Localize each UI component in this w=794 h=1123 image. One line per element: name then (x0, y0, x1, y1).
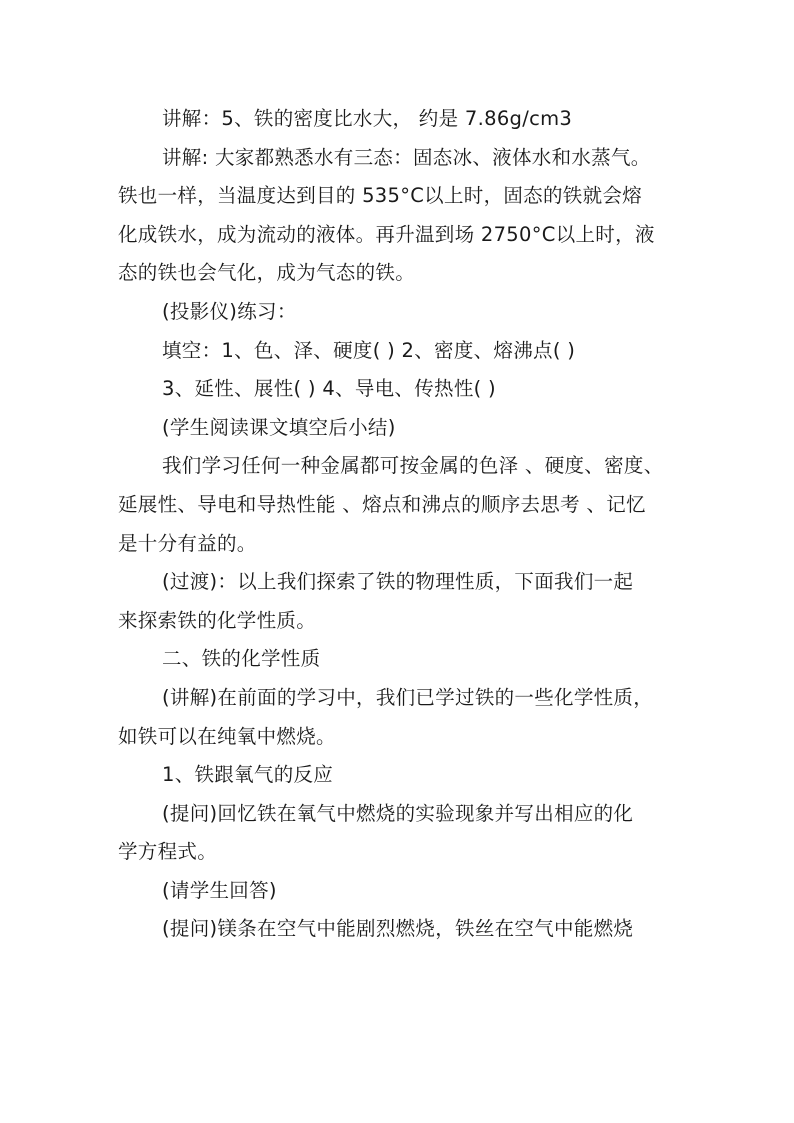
section-heading: 二、铁的化学性质 (162, 647, 321, 671)
text-line: (投影仪)练习： (162, 299, 297, 323)
text-line: 延展性、导电和导热性能 、熔点和沸点的顺序去思考 、记忆 (118, 492, 646, 516)
text-line: 学方程式。 (118, 840, 218, 864)
text-line: 讲解：5、铁的密度比水大， 约是 7.86g/cm3 (162, 107, 573, 130)
text-line: (学生阅读课文填空后小结) (162, 415, 396, 439)
text-line: 态的铁也会气化，成为气态的铁。 (118, 261, 416, 285)
text-line: (请学生回答) (162, 878, 277, 902)
text-line: 来探索铁的化学性质。 (118, 608, 317, 632)
text-line: (提问)镁条在空气中能剧烈燃烧，铁丝在空气中能燃烧 (162, 917, 634, 941)
text-line: 是十分有益的。 (118, 531, 257, 555)
text-line: (讲解)在前面的学习中，我们已学过铁的一些化学性质， (162, 685, 654, 709)
text-line: 我们学习任何一种金属都可按金属的色泽 、硬度、密度、 (162, 454, 664, 478)
document-page (118, 100, 678, 949)
text-line: (提问)回忆铁在氧气中燃烧的实验现象并写出相应的化 (162, 801, 634, 825)
subsection-heading: 1、铁跟氧气的反应 (162, 763, 334, 787)
text-line: 如铁可以在纯氧中燃烧。 (118, 724, 336, 748)
text-line: 3、延性、展性( ) 4、导电、传热性( ) (162, 377, 496, 401)
text-line: 讲解: 大家都熟悉水有三态：固态冰、液体水和水蒸气。 (162, 145, 651, 169)
text-line: 铁也一样，当温度达到目的 535°C以上时，固态的铁就会熔 (118, 184, 642, 208)
text-line: (过渡)：以上我们探索了铁的物理性质，下面我们一起 (162, 570, 634, 594)
text-line: 填空：1、色、泽、硬度( ) 2、密度、熔沸点( ) (162, 338, 576, 362)
text-line: 化成铁水，成为流动的液体。再升温到场 2750°C以上时，液 (118, 222, 655, 246)
